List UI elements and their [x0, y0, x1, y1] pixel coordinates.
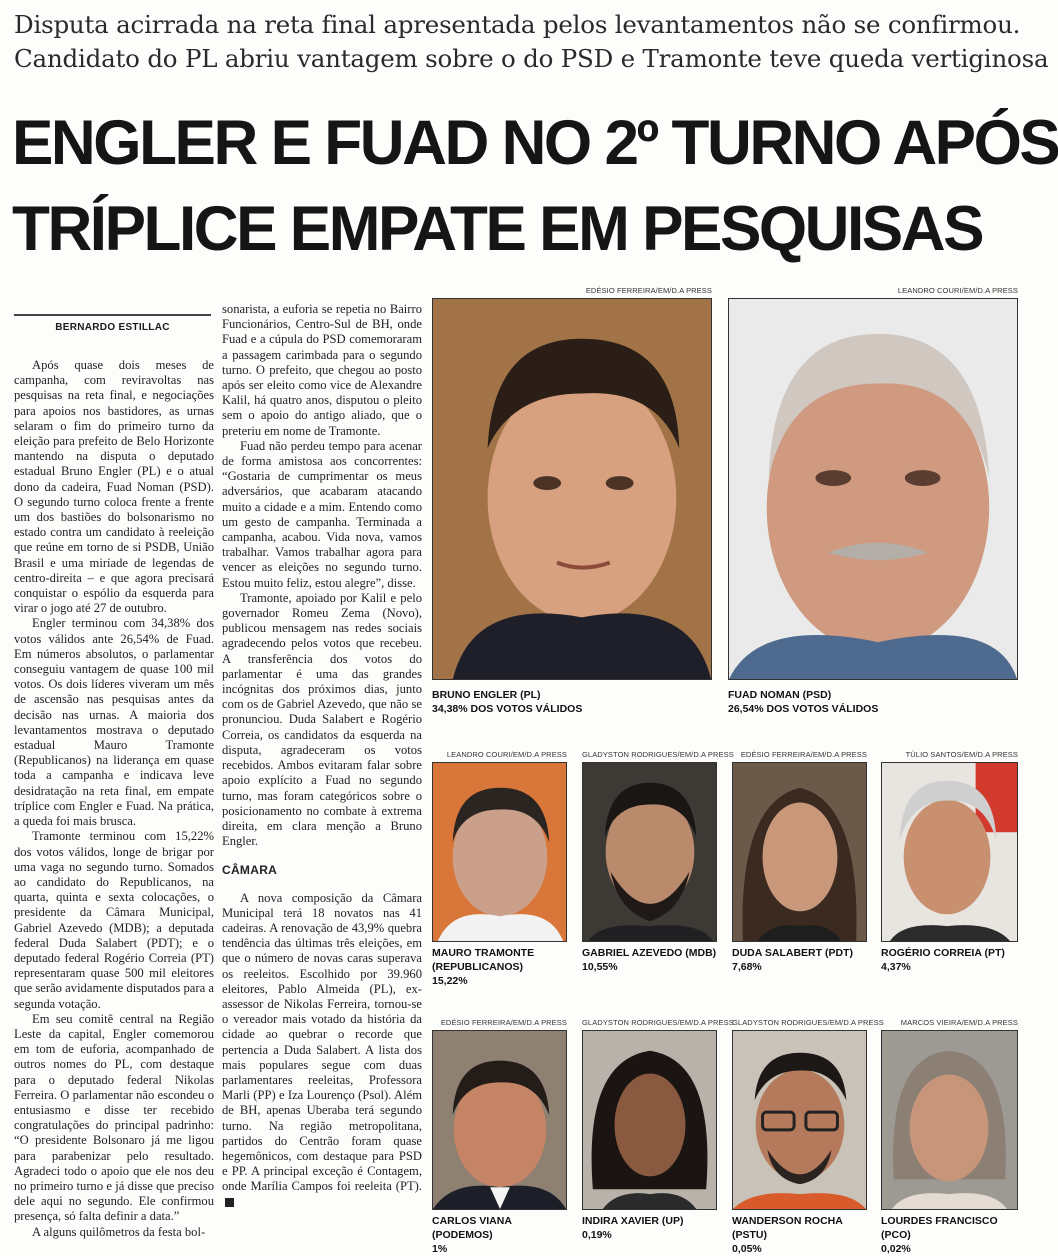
candidate-name: FUAD NOMAN (PSD): [728, 689, 832, 701]
caption-bruno-engler: [432, 688, 712, 716]
photo-credit: TÚLIO SANTOS/EM/D.A PRESS: [905, 750, 1018, 759]
photo-credit: LEANDRO COURI/EM/D.A PRESS: [897, 286, 1018, 295]
caption-fuad-noman: [728, 688, 1018, 716]
caption-duda-salabert: [732, 946, 867, 974]
photo-credit: GLADYSTON RODRIGUES/EM/D.A PRESS: [732, 1018, 884, 1027]
photo-credit: GLADYSTON RODRIGUES/EM/D.A PRESS: [582, 1018, 734, 1027]
paragraph: Tramonte, apoiado por Kalil e pelo governador Romeu Zema (Novo), publicou mensagem nas redes sociais agradecendo pelos votos que recebeu. A transferência dos votos do parlamentar é uma das grandes incógnitas dos próximos dias, junto com os de Gabriel Azevedo, que não se pronunciou. Duda Salabert e Rogério Correia, os candidatos da esquerda na disputa, agradeceram os votos recebidos. Ambos evitaram falar sobre apoio explícito a Fuad no segundo turno, mas foram categóricos sobre o posicionamento no combate à extrema direita, em clara menção a Bruno Engler.: [222, 590, 422, 849]
photo-credit: EDÉSIO FERREIRA/EM/D.A PRESS: [585, 286, 712, 295]
photo-carlos-viana: [432, 1030, 567, 1210]
candidate-name: MAURO TRAMONTE (REPUBLICANOS): [432, 947, 535, 973]
portrait-image: [583, 1031, 716, 1209]
photo-gabriel-azevedo: [582, 762, 717, 942]
photo-lourdes-francisco: [881, 1030, 1018, 1210]
caption-gabriel-azevedo: [582, 946, 717, 974]
deck-line: Candidato do PL abriu vantagem sobre o do PSD e Tramonte teve queda vertiginosa: [14, 44, 1049, 73]
portrait-image: [433, 299, 711, 679]
headline-line: ENGLER E FUAD NO 2º TURNO APÓS: [12, 108, 1058, 178]
deck-line: Disputa acirrada na reta final apresentada pelos levantamentos não se confirmou.: [14, 10, 1021, 39]
candidate-result: 4,37%: [881, 961, 911, 973]
photo-credit: MARCOS VIEIRA/EM/D.A PRESS: [900, 1018, 1018, 1027]
end-mark: [225, 1198, 234, 1207]
portrait-image: [433, 1031, 566, 1209]
portrait-image: [882, 1031, 1017, 1209]
candidate-name: BRUNO ENGLER (PL): [432, 689, 541, 701]
paragraph: Engler terminou com 34,38% dos votos válidos ante 26,54% de Fuad. Em números absolutos, o parlamentar conseguiu vantagem de quase 100 mil votos. Os dois líderes viveram um mês de ascensão nas pesquisas antes da decisão nas urnas. A maioria dos levantamentos mostrava o deputado estadual Mauro Tramonte (Republicanos) na liderança em quase toda a campanha e indicava leve desidratação na reta final, em empate tríplice com Engler e Fuad. Na prática, a queda foi mais brusca.: [14, 616, 214, 829]
photo-credit: LEANDRO COURI/EM/D.A PRESS: [446, 750, 567, 759]
photo-duda-salabert: [732, 762, 867, 942]
photo-fuad-noman: [728, 298, 1018, 680]
caption-indira-xavier: [582, 1214, 717, 1242]
candidate-name: LOURDES FRANCISCO (PCO): [881, 1215, 998, 1241]
photo-credit: EDÉSIO FERREIRA/EM/D.A PRESS: [740, 750, 867, 759]
photo-credit: GLADYSTON RODRIGUES/EM/D.A PRESS: [582, 750, 734, 759]
candidate-name: CARLOS VIANA (PODEMOS): [432, 1215, 512, 1241]
byline: BERNARDO ESTILLAC: [55, 322, 170, 333]
photo-credit: EDÉSIO FERREIRA/EM/D.A PRESS: [440, 1018, 567, 1027]
paragraph: [222, 891, 422, 1210]
paragraph: A alguns quilômetros da festa bol-: [32, 1224, 206, 1239]
portrait-image: [733, 763, 866, 941]
caption-carlos-viana: [432, 1214, 567, 1256]
paragraph: sonarista, a euforia se repetia no Bairro Funcionários, Centro-Sul de BH, onde Fuad e a cúpula do PSD comemoraram a passagem carimbada para o segundo turno. O prefeito, que chegou ao posto após ser eleito como vice de Alexandre Kalil, há quatro anos, disputou o pleito sem o apoio do antigo aliado, que o preteriu em nome de Tramonte.: [222, 302, 422, 438]
caption-lourdes-francisco: [881, 1214, 1018, 1256]
candidate-result: 15,22%: [432, 975, 468, 987]
photo-rogerio-correia: [881, 762, 1018, 942]
candidate-result: 7,68%: [732, 961, 762, 973]
portrait-image: [583, 763, 716, 941]
deck: [14, 8, 1049, 76]
photo-bruno-engler: [432, 298, 712, 680]
byline-block: [14, 314, 211, 333]
candidate-name: INDIRA XAVIER (UP): [582, 1215, 684, 1227]
caption-mauro-tramonte: [432, 946, 567, 988]
paragraph-text: A nova composição da Câmara Municipal terá 18 novatos nas 41 cadeiras. A renovação de 43,9% quebra tendência das últimas três eleições, em que o número de novas caras superava os reeleitos. Escolhido por 39.960 eleitores, Pablo Almeida (PL), ex-assessor de Nikolas Ferreira, tornou-se o vereador mais votado da história da cidade ao quebrar o recorde que pertencia a Duda Salabert. A lista dos mais populares segue com duas parlamentares reeleitas, Professora Marli (PP) e Iza Lourenço (Psol). Além de BH, apenas Uberaba terá segundo turno. Na região metropolitana, partidos do Centrão foram quase hegemônicos, com destaque para PSD e PP. A principal exceção é Contagem, onde Marília Campos foi reeleita (PT).: [222, 890, 422, 1194]
article-column-1: [14, 358, 214, 1240]
candidate-name: WANDERSON ROCHA (PSTU): [732, 1215, 843, 1241]
paragraph: Fuad não perdeu tempo para acenar de forma amistosa aos concorrentes: “Gostaria de cumprimentar os meus adversários, que acabaram atacando muito a cidade e a mim. Entendo como um gesto de campanha. Terminada a campanha, acabou. Vida nova, vamos trabalhar. Vamos trabalhar agora para vencer as eleições no segundo turno. Estou muito feliz, estou alegre”, disse.: [222, 438, 422, 590]
candidate-result: 0,19%: [582, 1229, 612, 1241]
caption-wanderson-rocha: [732, 1214, 867, 1256]
headline-line: TRÍPLICE EMPATE EM PESQUISAS: [12, 194, 983, 264]
paragraph: Tramonte terminou com 15,22% dos votos válidos, longe de brigar por uma vaga no segundo turno. Somados ao candidato do Republicanos, na quarta, quinta e sexta colocações, o presidente da Câmara Municipal, Gabriel Azevedo (MDB); a deputada federal Duda Salabert (PDT); e o deputado federal Rogério Correia (PT) representaram quase 500 mil eleitores que serão avidamente disputados para a segunda votação.: [14, 829, 214, 1011]
candidate-name: GABRIEL AZEVEDO (MDB): [582, 947, 717, 959]
portrait-image: [729, 299, 1017, 679]
candidate-name: ROGÉRIO CORREIA (PT): [881, 947, 1005, 959]
article-column-2: [222, 302, 422, 1210]
portrait-image: [733, 1031, 866, 1209]
candidate-result: 26,54% DOS VOTOS VÁLIDOS: [728, 703, 879, 715]
portrait-image: [433, 763, 566, 941]
caption-rogerio-correia: [881, 946, 1018, 974]
photo-indira-xavier: [582, 1030, 717, 1210]
paragraph: Após quase dois meses de campanha, com reviravoltas nas pesquisas na reta final, e negociações para apoios nos bastidores, as urnas selaram o fim do primeiro turno da eleição para prefeito de Belo Horizonte mantendo na disputa o deputado estadual Bruno Engler (PL) e o atual dono da cadeira, Fuad Noman (PSD). O segundo turno coloca frente a frente um dos bastiões do bolsonarismo no estado contra um candidato à reeleição que reúne em torno de si PSDB, União Brasil e uma miríade de legendas de centro-direita – e que agora precisará conquistar o espólio da esquerda para virar o jogo até 27 de outubro.: [14, 358, 214, 616]
candidate-result: 0,05%: [732, 1243, 762, 1255]
candidate-result: 0,02%: [881, 1243, 911, 1255]
candidate-result: 34,38% DOS VOTOS VÁLIDOS: [432, 703, 583, 715]
portrait-image: [882, 763, 1017, 941]
candidate-name: DUDA SALABERT (PDT): [732, 947, 853, 959]
headline: [12, 100, 1058, 272]
candidate-result: 10,55%: [582, 961, 618, 973]
section-title-camara: CÂMARA: [222, 863, 278, 878]
candidate-result: 1%: [432, 1243, 448, 1255]
photo-mauro-tramonte: [432, 762, 567, 942]
paragraph: Em seu comitê central na Região Leste da capital, Engler comemorou em tom de euforia, acompanhado de outros nomes do PL, com destaque para o deputado federal Nikolas Ferreira. O parlamentar não escondeu o entusiasmo e disse ter recebido congratulações do principal padrinho: “O presidente Bolsonaro já me ligou para parabenizar pelo resultado. Agradeci todo o apoio que ele nos deu no primeiro turno e já disse que preciso dele aqui no segundo. Ele confirmou presença, só falta definir a data.”: [14, 1011, 214, 1224]
photo-wanderson-rocha: [732, 1030, 867, 1210]
